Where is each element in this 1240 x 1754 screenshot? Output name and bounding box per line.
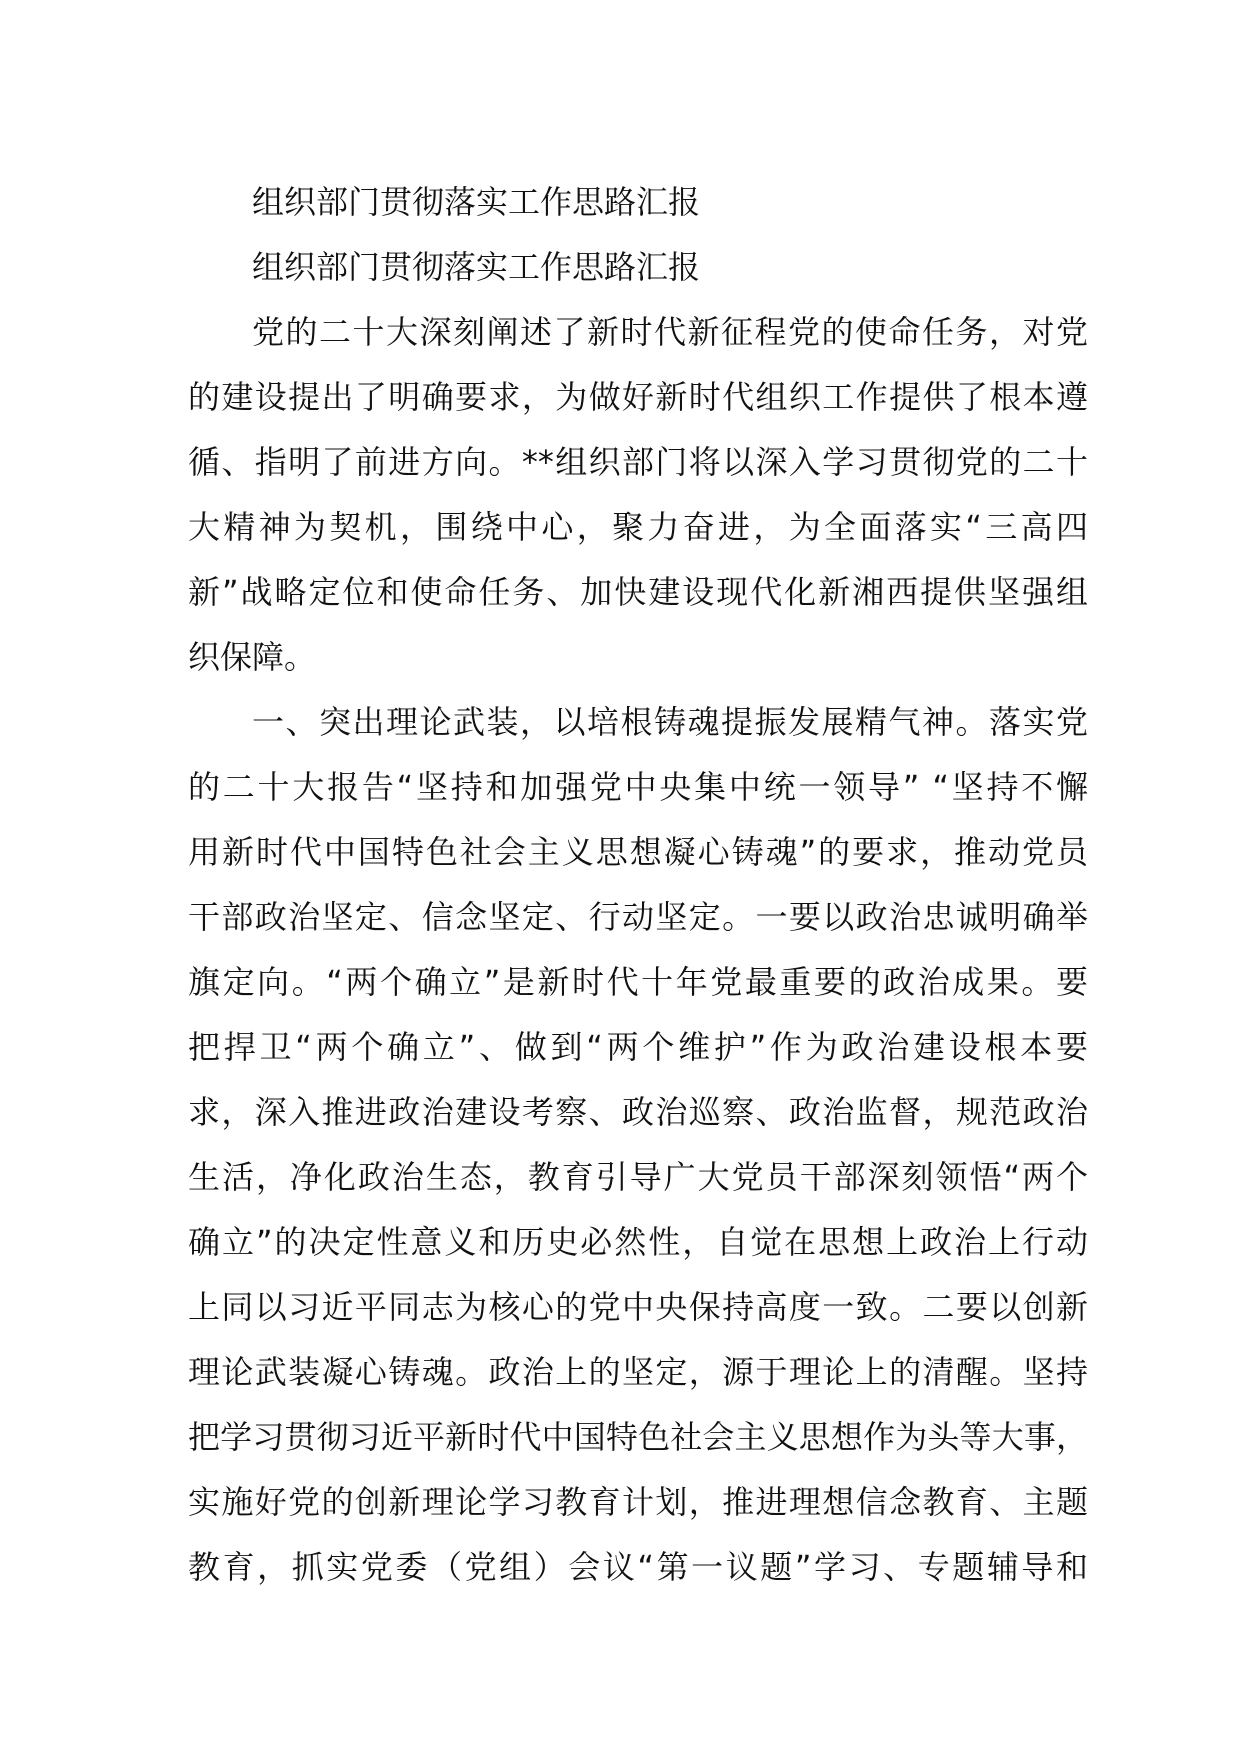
paragraph-line: 求，深入推进政治建设考察、政治巡察、政治监督，规范政治 <box>188 1093 1088 1131</box>
paragraph-line: 实施好党的创新理论学习教育计划，推进理想信念教育、主题 <box>188 1483 1088 1521</box>
document-title: 组织部门贯彻落实工作思路汇报 <box>252 183 701 221</box>
document-body <box>188 170 1088 1600</box>
paragraph-line: 确立”的决定性意义和历史必然性，自觉在思想上政治上行动 <box>188 1223 1088 1261</box>
paragraph-line: 生活，净化政治生态，教育引导广大党员干部深刻领悟“两个 <box>188 1158 1088 1196</box>
paragraph-line: 上同以习近平同志为核心的党中央保持高度一致。二要以创新 <box>188 1288 1088 1326</box>
paragraph-line: 大精神为契机，围绕中心，聚力奋进，为全面落实“三高四 <box>188 508 1088 546</box>
paragraph-line: 新”战略定位和使命任务、加快建设现代化新湘西提供坚强组 <box>188 573 1088 611</box>
paragraph-line: 旗定向。“两个确立”是新时代十年党最重要的政治成果。要 <box>188 963 1088 1001</box>
paragraph-line: 的二十大报告“坚持和加强党中央集中统一领导” “坚持不懈 <box>188 768 1088 806</box>
paragraph-line: 的建设提出了明确要求，为做好新时代组织工作提供了根本遵 <box>188 378 1088 416</box>
paragraph-line: 干部政治坚定、信念坚定、行动坚定。一要以政治忠诚明确举 <box>188 898 1088 936</box>
document-subtitle: 组织部门贯彻落实工作思路汇报 <box>252 248 701 286</box>
paragraph-line: 把学习贯彻习近平新时代中国特色社会主义思想作为头等大事， <box>188 1418 1088 1456</box>
paragraph-line: 一、突出理论武装，以培根铸魂提振发展精气神。落实党 <box>252 703 1088 741</box>
paragraph-line: 用新时代中国特色社会主义思想凝心铸魂”的要求，推动党员 <box>188 833 1088 871</box>
paragraph-line: 理论武装凝心铸魂。政治上的坚定，源于理论上的清醒。坚持 <box>188 1353 1088 1391</box>
paragraph-line: 把捍卫“两个确立”、做到“两个维护”作为政治建设根本要 <box>188 1028 1088 1066</box>
paragraph-line: 织保障。 <box>188 638 317 676</box>
paragraph-line: 循、指明了前进方向。**组织部门将以深入学习贯彻党的二十 <box>188 443 1088 481</box>
paragraph-line: 党的二十大深刻阐述了新时代新征程党的使命任务，对党 <box>252 313 1088 351</box>
paragraph-line: 教育，抓实党委（党组）会议“第一议题”学习、专题辅导和 <box>188 1548 1088 1586</box>
